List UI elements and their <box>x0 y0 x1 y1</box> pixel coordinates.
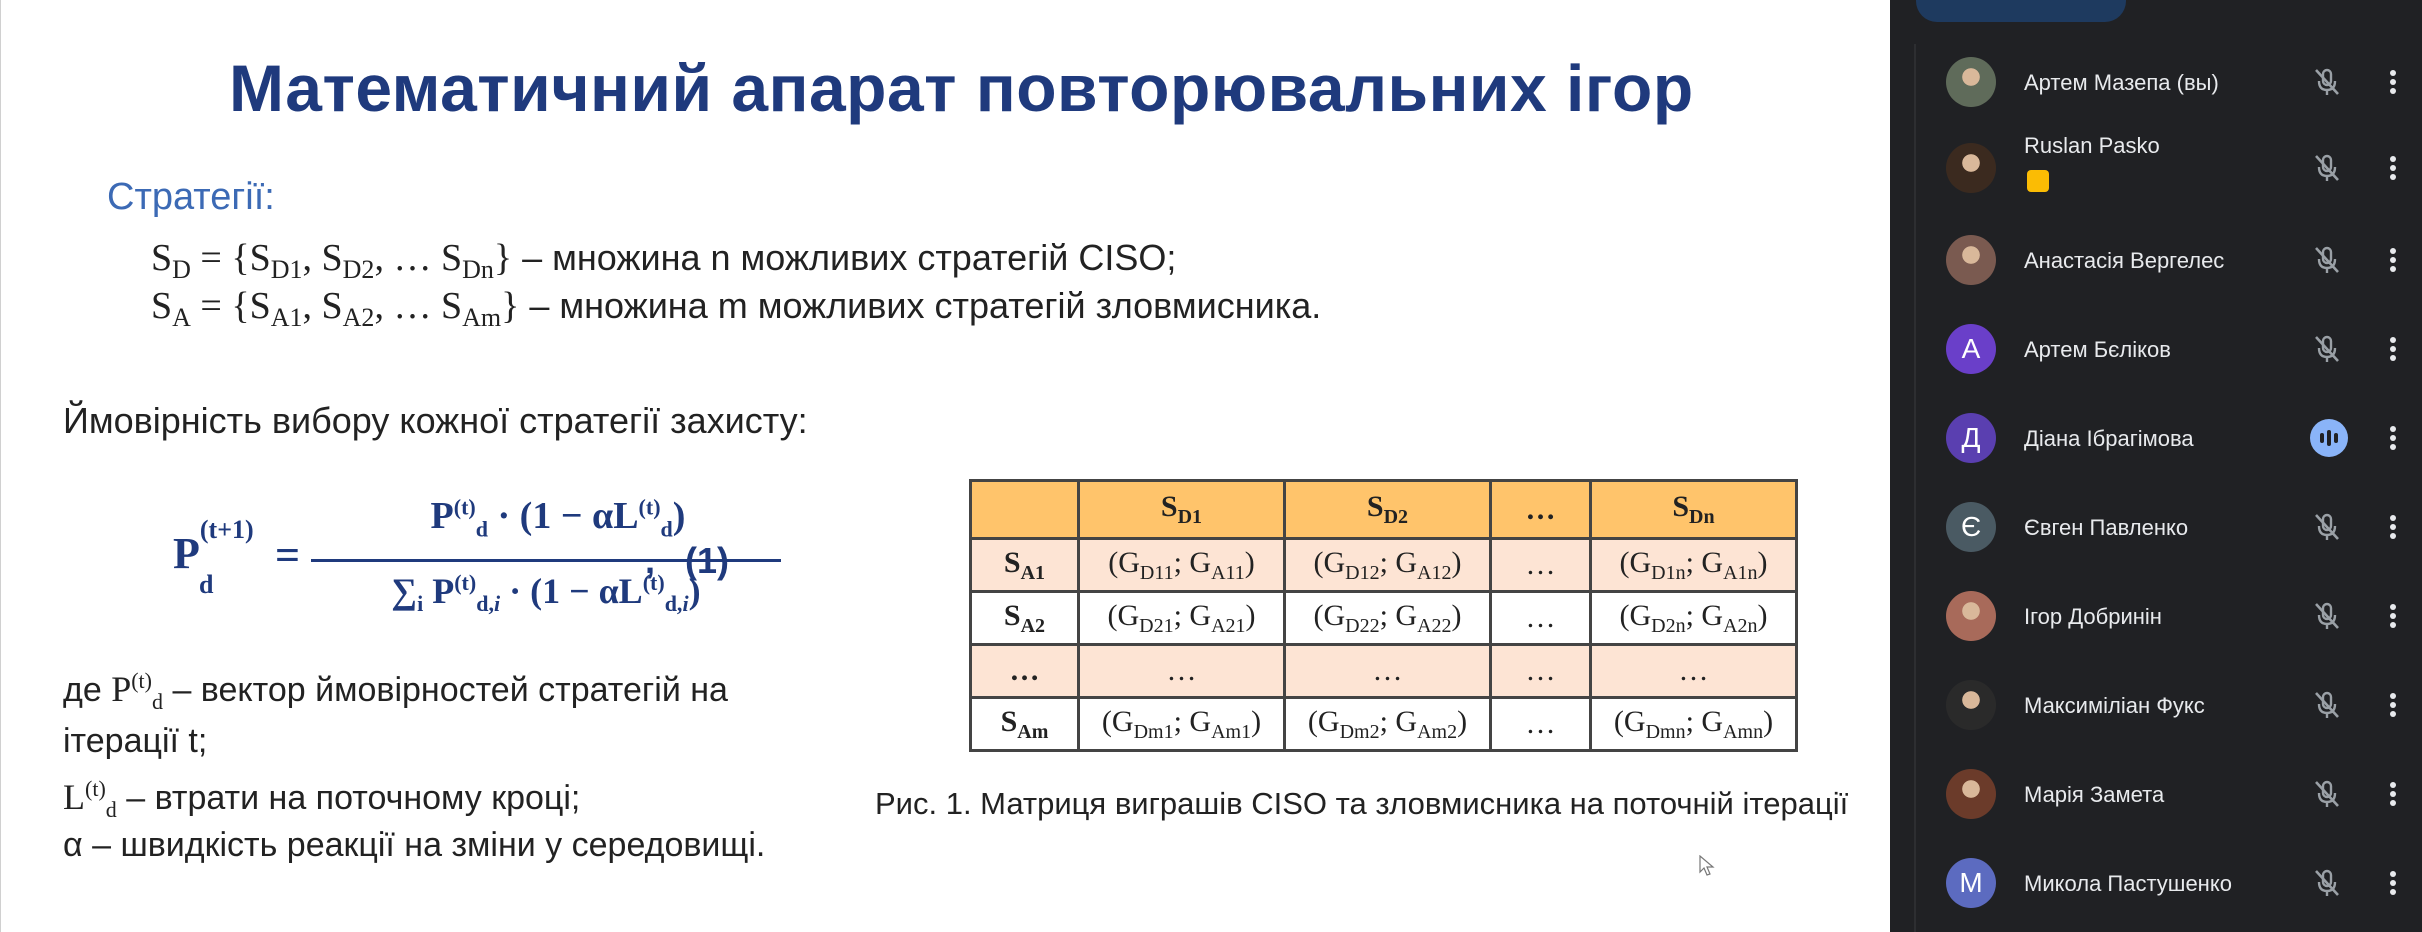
participant-avatar: Д <box>1946 413 1996 463</box>
participant-name: Максиміліан Фукс <box>2024 693 2205 718</box>
where-line-2: ітерації t; <box>63 722 208 760</box>
matrix-row <box>971 592 1797 645</box>
probability-update-formula <box>173 490 733 630</box>
probability-heading: Ймовірність вибору кожної стратегії захисту: <box>63 400 808 441</box>
matrix-cell: … <box>1285 645 1491 698</box>
matrix-cell: … <box>1491 539 1591 592</box>
participant-avatar <box>1946 235 1996 285</box>
matrix-cell: ($G_{Dmn}$; $G_{Amn}$) <box>1591 698 1797 751</box>
participant-row[interactable] <box>1890 309 2422 389</box>
matrix-col-header: $S_{D1}$ <box>1079 481 1285 539</box>
defender-strategies-text: – множина n можливих стратегій CISO; <box>522 237 1177 278</box>
participant-row[interactable] <box>1890 128 2422 208</box>
matrix-corner <box>971 481 1079 539</box>
mic-off-icon[interactable] <box>2310 151 2344 185</box>
mic-off-icon[interactable] <box>2310 599 2344 633</box>
matrix-cell: … <box>1491 592 1591 645</box>
participant-avatar: М <box>1946 858 1996 908</box>
participant-avatar <box>1946 57 1996 107</box>
matrix-row-header: $S_{A2}$ <box>971 592 1079 645</box>
mic-off-icon[interactable] <box>2310 510 2344 544</box>
matrix-col-header: $S_{D2}$ <box>1285 481 1491 539</box>
formula-comma: , <box>645 540 656 581</box>
loss-symbol: $L^{(t)}_d$ <box>63 776 117 823</box>
matrix-cell: ($G_{D12}$; $G_{A12}$) <box>1285 539 1491 592</box>
participant-avatar: А <box>1946 324 1996 374</box>
more-options-icon[interactable] <box>2388 65 2398 99</box>
formula-numerator: $P^{(t)}_d \cdot (1 - \alpha L^{(t)}_d)$ <box>430 494 686 542</box>
presenting-badge-icon <box>2027 170 2049 192</box>
figure-caption: Рис. 1. Матриця виграшів CISO та зловмисника на поточній ітерації <box>875 786 1849 821</box>
matrix-col-header: $S_{Dn}$ <box>1591 481 1797 539</box>
matrix-header-row <box>971 481 1797 539</box>
participant-row[interactable] <box>1890 487 2422 567</box>
mic-off-icon[interactable] <box>2310 332 2344 366</box>
matrix-cell: … <box>1591 645 1797 698</box>
matrix-cell: ($G_{D22}$; $G_{A22}$) <box>1285 592 1491 645</box>
mic-off-icon[interactable] <box>2310 866 2344 900</box>
matrix-cell: ($G_{Dm1}$; $G_{Am1}$) <box>1079 698 1285 751</box>
participant-row[interactable] <box>1890 843 2422 923</box>
matrix-cell: ($G_{D11}$; $G_{A11}$) <box>1079 539 1285 592</box>
more-options-icon[interactable] <box>2388 332 2398 366</box>
participant-row[interactable] <box>1890 398 2422 478</box>
slide-title: Математичний апарат повторювальних ігор <box>229 51 1694 125</box>
matrix-cell: ($G_{D2n}$; $G_{A2n}$) <box>1591 592 1797 645</box>
participant-row[interactable] <box>1890 754 2422 834</box>
where-symbol: $P^{(t)}_d$ <box>111 668 163 715</box>
formula-denominator: $\sum_i$ $P^{(t)}_{d,i} \cdot (1 - \alpha L^{(t)}_{d,i})$ <box>391 570 701 617</box>
mic-off-icon[interactable] <box>2310 243 2344 277</box>
participant-avatar <box>1946 769 1996 819</box>
participant-row[interactable] <box>1890 42 2422 122</box>
matrix-row <box>971 645 1797 698</box>
formula-number: (1) <box>685 540 729 581</box>
defender-strategies-line <box>151 236 1176 285</box>
matrix-cell: … <box>1079 645 1285 698</box>
participant-row[interactable] <box>1890 576 2422 656</box>
where-line-1 <box>63 668 728 715</box>
matrix-cell: ($G_{Dm2}$; $G_{Am2}$) <box>1285 698 1491 751</box>
matrix-cell: … <box>1491 698 1591 751</box>
participant-avatar <box>1946 591 1996 641</box>
more-options-icon[interactable] <box>2388 510 2398 544</box>
more-options-icon[interactable] <box>2388 866 2398 900</box>
formula-equals: = <box>275 531 301 580</box>
matrix-cell: ($G_{D21}$; $G_{A21}$) <box>1079 592 1285 645</box>
matrix-row-header: $S_{A1}$ <box>971 539 1079 592</box>
participant-avatar <box>1946 680 1996 730</box>
participant-name: Артем Бєліков <box>2024 337 2171 362</box>
mic-off-icon[interactable] <box>2310 777 2344 811</box>
participant-name: Діана Ібрагімова <box>2024 426 2194 451</box>
more-options-icon[interactable] <box>2388 688 2398 722</box>
mouse-cursor-icon <box>1699 855 1717 877</box>
loss-text: – втрати на поточному кроці; <box>126 779 581 817</box>
matrix-row-header: … <box>971 645 1079 698</box>
matrix-row <box>971 539 1797 592</box>
strategies-heading: Стратегії: <box>107 176 275 218</box>
participants-panel <box>1890 0 2422 932</box>
alpha-line: α – швидкість реакції на зміни у середовищі. <box>63 826 766 864</box>
participant-name: Анастасія Вергелес <box>2024 248 2225 273</box>
more-options-icon[interactable] <box>2388 151 2398 185</box>
where-prefix: де <box>63 671 102 709</box>
matrix-col-header: … <box>1491 481 1591 539</box>
participant-row[interactable] <box>1890 665 2422 745</box>
speaking-indicator-icon <box>2310 419 2348 457</box>
payoff-matrix <box>969 479 1798 752</box>
defender-strategies-formula: $S_D = \{S_{D1}$, $S_{D2}$, … $S_{Dn}$} <box>151 237 513 284</box>
attacker-strategies-text: – множина m можливих стратегій зловмисника. <box>529 285 1322 326</box>
where-text-1: – вектор ймовірностей стратегій на <box>172 671 728 709</box>
participant-name: Микола Пастушенко <box>2024 871 2232 896</box>
mic-off-icon[interactable] <box>2310 688 2344 722</box>
mic-off-icon[interactable] <box>2310 65 2344 99</box>
participant-name: Ігор Добринін <box>2024 604 2162 629</box>
attacker-strategies-line <box>151 284 1321 333</box>
more-options-icon[interactable] <box>2388 243 2398 277</box>
panel-tab-button[interactable] <box>1916 0 2126 22</box>
matrix-row-header: $S_{Am}$ <box>971 698 1079 751</box>
matrix-cell: … <box>1491 645 1591 698</box>
attacker-strategies-formula: $S_A = \{S_{A1}$, $S_{A2}$, … $S_{Am}$} <box>151 285 520 332</box>
participant-name: Євген Павленко <box>2024 515 2189 540</box>
loss-line <box>63 776 580 823</box>
participant-name: Артем Мазепа (вы) <box>2024 70 2219 95</box>
more-options-icon[interactable] <box>2388 421 2398 455</box>
participant-name: Марія Замета <box>2024 782 2165 807</box>
participant-avatar <box>1946 143 1996 193</box>
participant-row[interactable] <box>1890 220 2422 300</box>
participant-name: Ruslan Pasko <box>2024 133 2160 158</box>
formula-lhs: $P^{(t+1)}$ d <box>173 515 254 599</box>
participant-avatar: Є <box>1946 502 1996 552</box>
more-options-icon[interactable] <box>2388 599 2398 633</box>
more-options-icon[interactable] <box>2388 777 2398 811</box>
matrix-row <box>971 698 1797 751</box>
matrix-cell: ($G_{D1n}$; $G_{A1n}$) <box>1591 539 1797 592</box>
